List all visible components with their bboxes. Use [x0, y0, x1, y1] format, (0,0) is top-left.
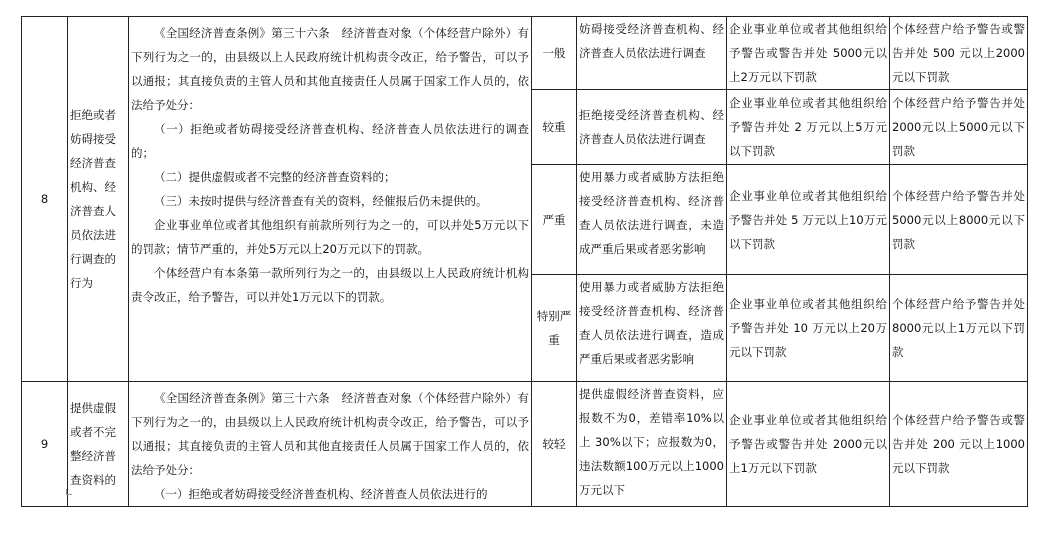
individual-penalty: 个体经营户给予警告并处2000元以上5000元以下罚款 — [890, 90, 1028, 165]
basis-paragraph: 《全国经济普查条例》第三十六条 经济普查对象（个体经营户除外）有下列行为之一的，由县级以上人民政府统计机构责令改正，给予警告，可以予以通报；其直接负责的主管人员和其他直接责任人员属于国家工作人员的，依法给予处分： — [131, 391, 529, 477]
circumstance: 使用暴力或者威胁方法拒绝接受经济普查机构、经济普查人员依法进行调查，未造成严重后果或者恶劣影响 — [577, 165, 727, 275]
enterprise-penalty: 企业事业单位或者其他组织给予警告并处 5 万元以上10万元以下罚款 — [727, 165, 890, 275]
basis-paragraph: 《全国经济普查条例》第三十六条 经济普查对象（个体经营户除外）有下列行为之一的，由县级以上人民政府统计机构责令改正，给予警告，可以予以通报；其直接负责的主管人员和其他直接责任人员属于国家工作人员的，依法给予处分： — [131, 26, 529, 112]
text-boundary-mark — [66, 489, 72, 495]
individual-penalty: 个体经营户给予警告并处8000元以上1万元以下罚款 — [890, 275, 1028, 382]
circumstance: 妨碍接受经济普查机构、经济普查人员依法进行调查 — [577, 17, 727, 90]
individual-penalty: 个体经营户给予警告并处5000元以上8000元以下罚款 — [890, 165, 1028, 275]
individual-penalty: 个体经营户给予警告或警告并处 500 元以上2000元以下罚款 — [890, 17, 1028, 90]
basis-paragraph: （一）拒绝或者妨碍接受经济普查机构、经济普查人员依法进行的 — [154, 487, 488, 501]
basis-paragraph: （一）拒绝或者妨碍接受经济普查机构、经济普查人员依法进行的调查的； — [131, 122, 529, 160]
legal-basis — [129, 382, 532, 507]
row-number: 9 — [22, 382, 68, 507]
table-row — [22, 382, 1028, 507]
enterprise-penalty: 企业事业单位或者其他组织给予警告或警告并处 5000元以上2万元以下罚款 — [727, 17, 890, 90]
basis-paragraph: （三）未按时提供与经济普查有关的资料，经催报后仍未提供的。 — [154, 194, 488, 208]
basis-paragraph: 个体经营户有本条第一款所列行为之一的，由县级以上人民政府统计机构责令改正，给予警告，可以并处1万元以下的罚款。 — [131, 266, 529, 304]
circumstance: 拒绝接受经济普查机构、经济普查人员依法进行调查 — [577, 90, 727, 165]
basis-paragraph: （二）提供虚假或者不完整的经济普查资料的； — [154, 170, 396, 184]
violation-description: 拒绝或者妨碍接受经济普查机构、经济普查人员依法进行调查的行为 — [68, 17, 129, 382]
enterprise-penalty: 企业事业单位或者其他组织给予警告并处 10 万元以上20万元以下罚款 — [727, 275, 890, 382]
severity-level: 严重 — [532, 165, 577, 275]
circumstance: 提供虚假经济普查资料，应报数不为0，差错率10%以上 30%以下；应报数为0，违法数额100万元以上1000万元以下 — [577, 382, 727, 507]
violation-description: 提供虚假或者不完整经济普查资料的 — [68, 382, 129, 507]
severity-level: 特别严重 — [532, 275, 577, 382]
severity-level: 较轻 — [532, 382, 577, 507]
row-number: 8 — [22, 17, 68, 382]
enterprise-penalty: 企业事业单位或者其他组织给予警告并处 2 万元以上5万元以下罚款 — [727, 90, 890, 165]
penalty-standard-table — [21, 16, 1028, 507]
enterprise-penalty: 企业事业单位或者其他组织给予警告或警告并处 2000元以上1万元以下罚款 — [727, 382, 890, 507]
individual-penalty: 个体经营户给予警告或警告并处 200 元以上1000元以下罚款 — [890, 382, 1028, 507]
circumstance: 使用暴力或者威胁方法拒绝接受经济普查机构、经济普查人员依法进行调查，造成严重后果或者恶劣影响 — [577, 275, 727, 382]
severity-level: 较重 — [532, 90, 577, 165]
basis-paragraph: 企业事业单位或者其他组织有前款所列行为之一的，可以并处5万元以下的罚款；情节严重的，并处5万元以上20万元以下的罚款。 — [131, 218, 529, 256]
table-row — [22, 17, 1028, 90]
severity-level: 一般 — [532, 17, 577, 90]
legal-basis — [129, 17, 532, 382]
